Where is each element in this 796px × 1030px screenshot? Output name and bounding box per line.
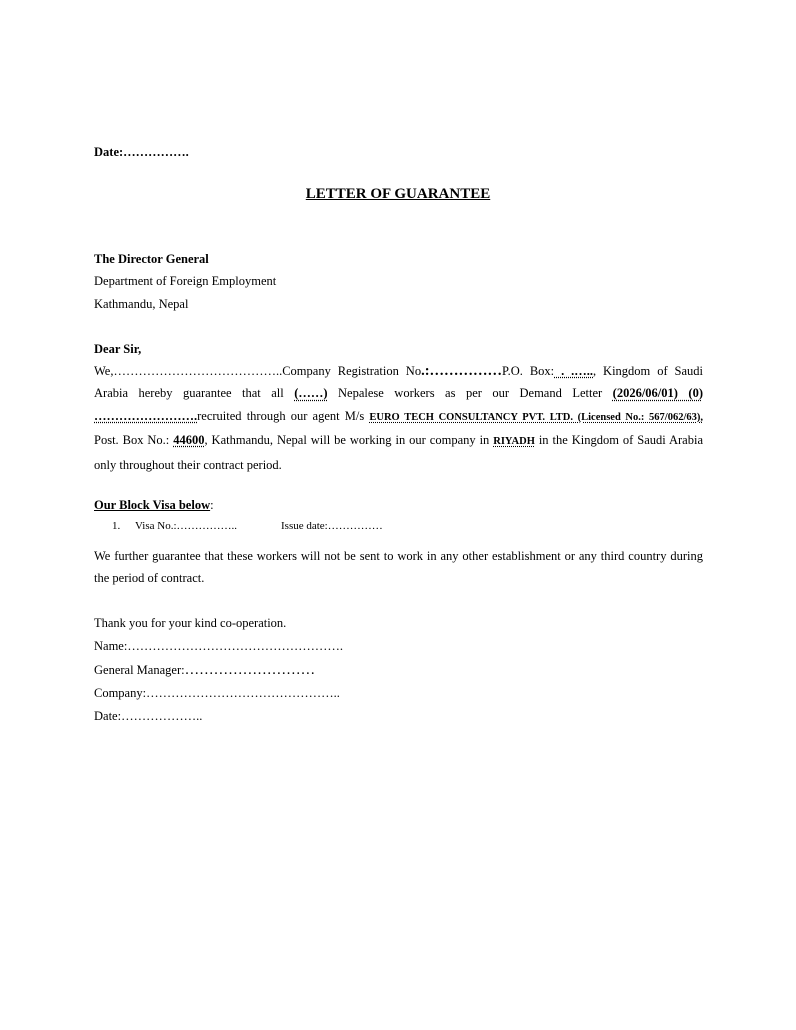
list-number: 1. [112,520,121,532]
letter-title: LETTER OF GUARANTEE [305,186,491,202]
body-text-4: Post. Box No.: [94,433,174,448]
work-city: RIYADH [493,436,535,448]
body-text-2: Nepalese workers as per our Demand Letter [327,386,613,401]
post-box-no: 44600 [173,433,205,448]
agent-name: EURO TECH CONSULTANCY PVT. LTD. (Licensed No.: 567/062/63), [369,411,704,423]
addressee-location: Kathmandu, Nepal [94,296,189,311]
further-guarantee-paragraph: We further guarantee that these workers will not be sent to work in any other establishment or any third country during the period of contract. [94,549,703,586]
demand-letter-ref: (2026/06/01) (0) ……………………. [94,386,703,423]
visa-no-field: Visa No.:…………….. [135,520,238,532]
salutation: Dear Sir, [94,342,142,356]
company-field: Company:……………………………………….. [94,685,340,700]
po-box-value: . .….. [554,364,593,378]
name-field: Name:……………………………………………. [94,639,343,654]
addressee-title: The Director General [94,252,209,266]
general-manager-field [94,659,703,682]
addressee-block [94,248,703,315]
block-visa-heading [94,494,703,516]
company-name-blank: We,…………………………………..Company Registration No [94,364,422,378]
po-box-label: P.O. Box: [502,364,555,378]
addressee-department: Department of Foreign Employment [94,274,277,289]
closing-block [94,612,703,728]
date-line: Date:……………. [94,145,189,159]
worker-count: (……) [294,386,328,401]
thanks-line: Thank you for your kind co-operation. [94,616,287,630]
body-text-1: , Kingdom of Saudi Arabia hereby guarantee that all [94,364,704,401]
registration-no-blank: .:…………… [421,363,503,379]
general-manager-label: General Manager: [94,662,185,677]
issue-date-field: Issue date:…………… [281,520,383,532]
guarantee-paragraph [94,360,703,476]
visa-list-item [112,518,383,534]
block-visa-colon: : [210,498,214,512]
closing-date-field: Date:……………….. [94,709,203,724]
block-visa-heading-text: Our Block Visa below [94,498,211,512]
body-text-3: recruited through our agent M/s [197,408,370,423]
general-manager-blank: ……………………… [184,661,316,678]
body-text-6: in the Kingdom of Saudi Arabia only throughout their contract period. [94,433,704,472]
body-text-5: , Kathmandu, Nepal will be working in our company in [204,433,494,448]
